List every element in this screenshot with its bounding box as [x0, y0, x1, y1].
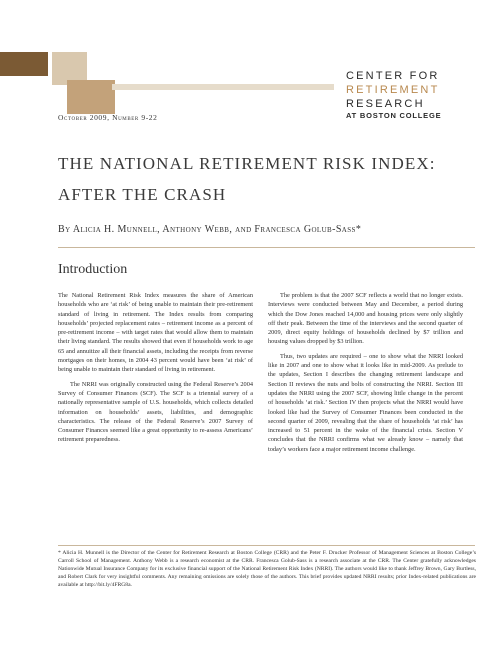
- footnote-divider: [58, 545, 475, 546]
- paragraph: The problem is that the 2007 SCF reflects a world that no longer exists. Interviews were conducted between May and December, a period during which the Dow Jones reached 14,000 and housing prices were only slightly off their peak. Between the time of the interviews and the second quarter of 2009, direct equity holdings of households declined by $7 trillion and housing values dropped by $3 trillion.: [268, 292, 463, 346]
- gold-block: [67, 80, 115, 114]
- logo-line-2: RETIREMENT: [346, 84, 440, 96]
- brown-block: [0, 52, 48, 76]
- footnote: * Alicia H. Munnell is the Director of the Center for Retirement Research at Boston College (CRR) and the Peter F. Drucker Professor of Management Sciences at Boston College’s Carroll School of Management. Anthony Webb is a research economist at the CRR. Francesca Golub-Sass is a research associate at the CRR. The Center gratefully acknowledges Nationwide Mutual Insurance Company for its exclusive financial support of the National Retirement Risk Index (NRRI). The authors would like to thank Jeffrey Brown, Gary Burtless, and Robert Clark for very insightful comments. Any remaining omissions are solely those of the authors. This brief provides updated NRRI results; prior Index-related publications are available at http://bit.ly/4FRG8a.: [58, 550, 476, 588]
- title-line-1: THE NATIONAL RETIREMENT RISK INDEX:: [58, 154, 436, 173]
- column-right: [268, 291, 463, 459]
- section-heading: Introduction: [58, 262, 128, 277]
- paragraph: The National Retirement Risk Index measures the share of American households who are ‘at risk’ of being unable to maintain their pre-retirement standard of living in retirement. The Index results from comparing households’ projected replacement rates – retirement income as a percent of pre-retirement income – with target rates that would allow them to maintain their living standard. The results showed that even if households work to age 65 and annuitize all their financial assets, including the receipts from reverse mortgages on their homes, in 2004 43 percent would have been ‘at risk’ of being unable to maintain their standard of living in retirement.: [58, 292, 253, 374]
- paragraph: Thus, two updates are required – one to show what the NRRI looked like in 2007 and one to show what it looks like in mid-2009. As prelude to the updates, Section I describes the changing retirement landscape and Section II reviews the nuts and bolts of constructing the NRRI. Section III updates the NRRI using the 2007 SCF, showing little change in the percent of households ‘at risk.’ Section IV then projects what the NRRI would have looked like had the Survey of Consumer Finances been conducted in the second quarter of 2009, revealing that the share of households ‘at risk’ has increased to 51 percent in the wake of the financial crisis. Section V concludes that the NRRI confirms what we already know – namely that today’s workers face a major retirement income challenge.: [268, 352, 463, 453]
- header-bar: [112, 84, 334, 90]
- logo-line-3: RESEARCH: [346, 98, 425, 110]
- authors: By Alicia H. Munnell, Anthony Webb, and Francesca Golub-Sass*: [58, 224, 362, 235]
- crr-logo: [346, 69, 496, 120]
- divider: [58, 247, 475, 248]
- page-title: [58, 148, 478, 210]
- paragraph: The NRRI was originally constructed using the Federal Reserve’s 2004 Survey of Consumer Finances (SCF). The SCF is a triennial survey of a nationally representative sample of U.S. households, which collects detailed information on households’ assets, liabilities, and demographic characteristics. The release of the Federal Reserve’s 2007 Survey of Consumer Finances seemed like a great opportunity to re-assess Americans’ retirement preparedness.: [58, 380, 253, 444]
- logo-line-4: AT BOSTON COLLEGE: [346, 111, 442, 120]
- title-line-2: AFTER THE CRASH: [58, 185, 227, 204]
- logo-line-1: CENTER FOR: [346, 70, 440, 82]
- issue-date: October 2009, Number 9-22: [58, 113, 158, 122]
- column-left: [58, 291, 253, 450]
